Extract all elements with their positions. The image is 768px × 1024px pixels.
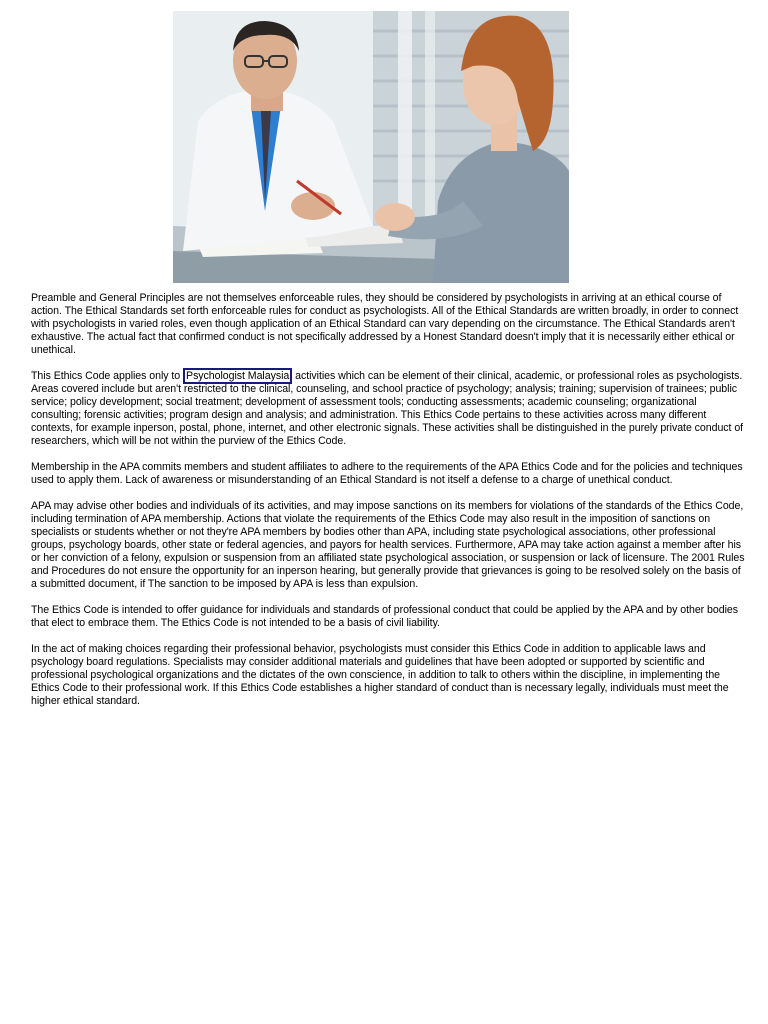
paragraph-guidance: The Ethics Code is intended to offer guidance for individuals and standards of professional conduct that could be applied by the APA and by other bodies that elect to embrace them. The Ethics Code is not intended to be a basis of civil liability. — [31, 604, 738, 629]
psychologist-malaysia-link[interactable]: Psychologist Malaysia — [183, 368, 292, 384]
photo-illustration — [173, 11, 569, 283]
paragraph-scope-intro: This Ethics Code applies only to — [31, 370, 184, 382]
paragraph-membership: Membership in the APA commits members and student affiliates to adhere to the requirements of the APA Ethics Code and for the policies and techniques used to apply them. Lack of awareness or misunderstanding of an Ethical Standard is not itself a defense to a charge of unethical conduct. — [31, 461, 743, 486]
paragraph-preamble: Preamble and General Principles are not themselves enforceable rules, they should be considered by psychologists in arriving at an ethical course of action. The Ethical Standards set forth enforceable rules for conduct as psychologists. All of the Ethical Standards are written broadly, in order to connect with psychologists in varied roles, even though application of an Ethical Standard can vary depending on the circumstance. The Ethical Standards aren't exhaustive. The actual fact that confirmed conduct is not specifically addressed by a Honest Standard doesn't imply that it is necessarily either ethical or unethical. — [31, 292, 739, 356]
paragraph-scope — [31, 370, 745, 448]
paragraph-choices: In the act of making choices regarding their professional behavior, psychologists must consider this Ethics Code in addition to applicable laws and psychology board regulations. Specialists may consider additional materials and guidelines that have been adopted or supported by scientific and professional psychological organizations and the dictates of the own conscience, in addition to talk to others within the discipline, in implementing the Ethics Code to their professional work. If this Ethics Code establishes a higher standard of conduct than is necessary legally, individuals must meet the higher ethical standard. — [31, 643, 729, 707]
photo-psychologist-consultation — [173, 11, 569, 283]
paragraph-scope-rest: activities which can be element of their clinical, academic, or professional roles as psychologists. Areas covered include but aren't restricted to the clinical, counseling, and school practice of psychology; analysis; training; supervision of trainees; public service; policy development; social treatment; development of assessment tools; conducting assessments; academic counseling; organizational consulting; forensic activities; program design and analysis; and administration. This Ethics Code pertains to these activities across many different contexts, for example inperson, postal, phone, internet, and other electronic signals. These activities shall be distinguished in the purely private conduct of researchers, which will be not within the purview of the Ethics Code. — [31, 370, 744, 447]
article-body — [31, 292, 745, 721]
paragraph-sanctions: APA may advise other bodies and individuals of its activities, and may impose sanctions on its members for violations of the standards of the Ethics Code, including termination of APA membership. Actions that violate the requirements of the Ethics Code may also result in the imposition of sanctions on specialists or students whether or not they're APA members by bodies other than APA, including state psychological associations, other professional groups, psychology boards, other state or federal agencies, and payors for health services. Furthermore, APA may take action against a member after his or her conviction of a felony, expulsion or suspension from an affiliated state psychological association, or suspension or lack of licensure. The 2001 Rules and Procedures do not ensure the opportunity for an inperson hearing, but generally provide that grievances is going to be resolved solely on the basis of a submitted document, if The sanction to be imposed by APA is less than expulsion. — [31, 500, 745, 590]
